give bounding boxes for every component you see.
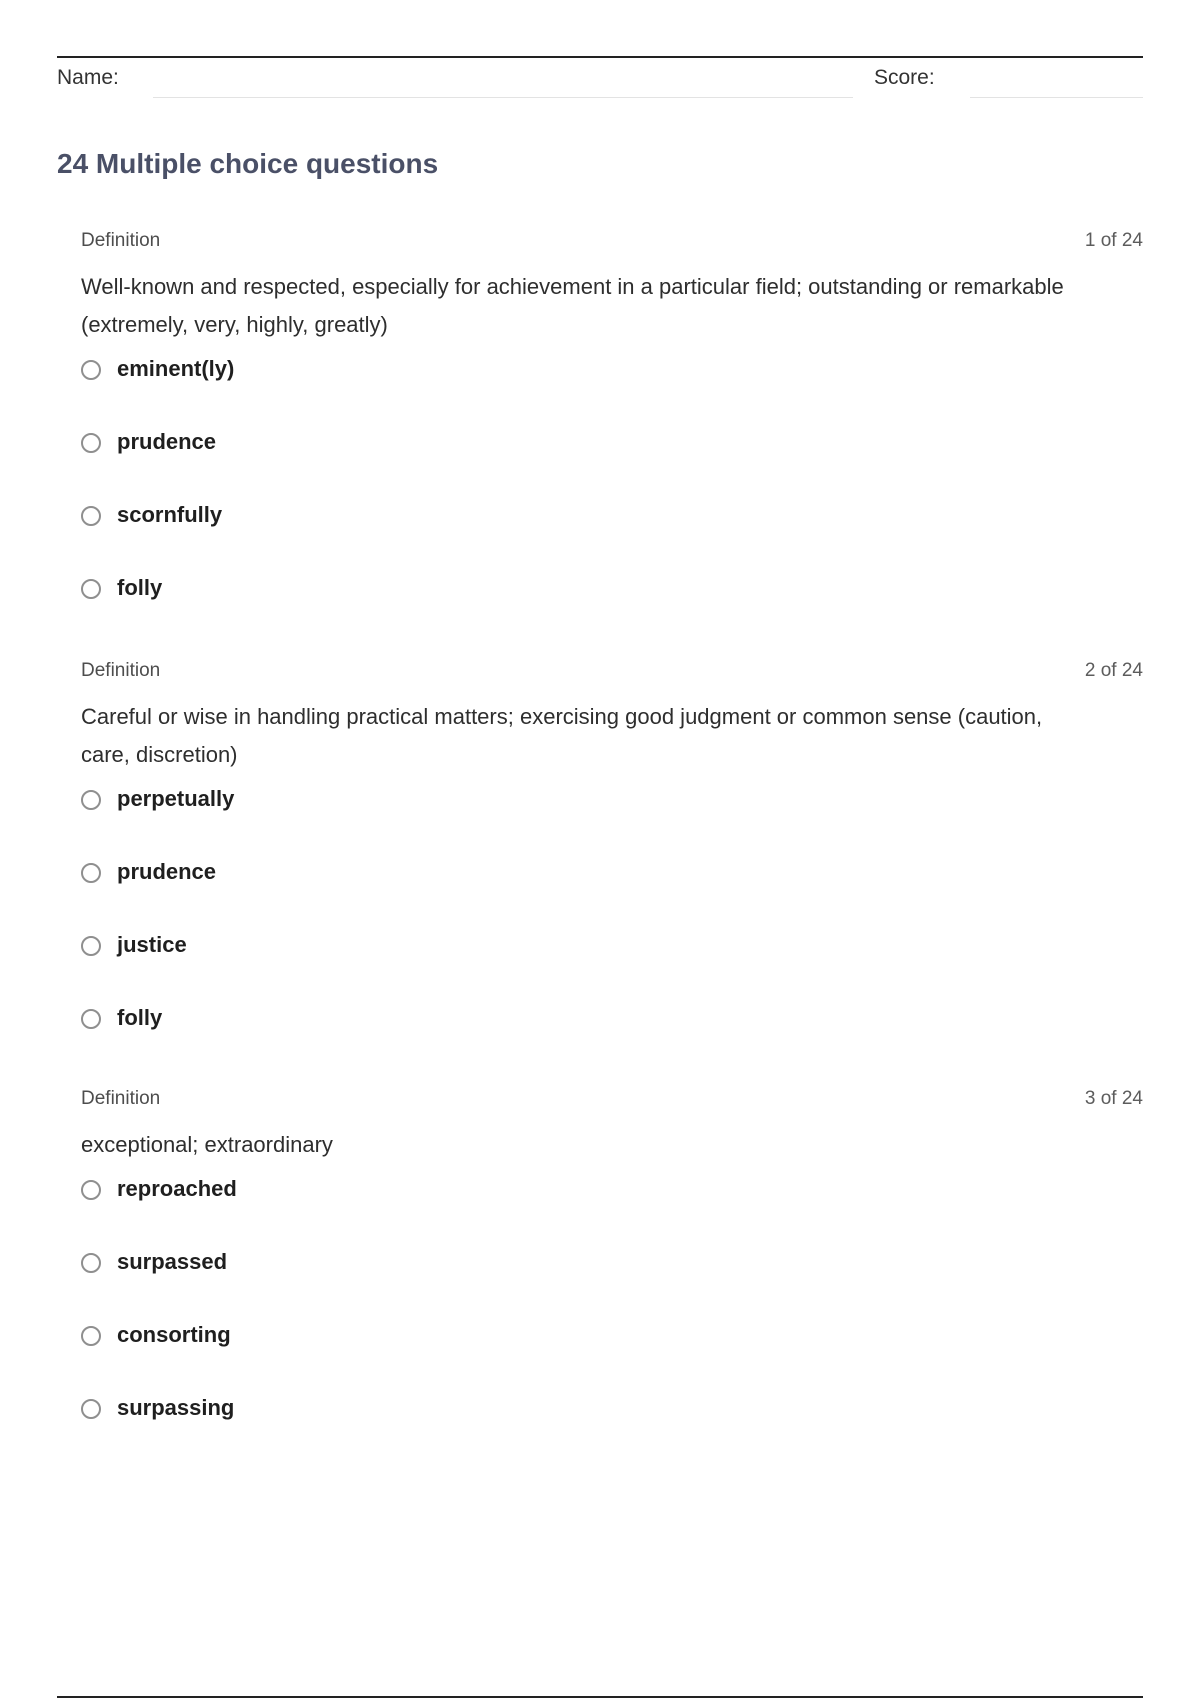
answer-option[interactable] [81,1395,1143,1472]
radio-button[interactable] [81,360,101,380]
question-card [81,230,1143,652]
answer-option[interactable] [81,1005,1143,1082]
answer-option[interactable] [81,575,1143,652]
header-row [57,58,1143,98]
radio-button[interactable] [81,579,101,599]
bottom-divider [57,1696,1143,1698]
answer-option[interactable] [81,932,1143,1009]
radio-button[interactable] [81,1399,101,1419]
option-label: consorting [117,1322,231,1347]
option-label: perpetually [117,786,235,811]
answer-option[interactable] [81,356,1143,433]
question-header [81,1088,1143,1114]
option-label: prudence [117,859,217,884]
question-text: Well-known and respected, especially for achievement in a particular field; outstanding or remarkable (extremely, very, highly, greatly) [81,274,1064,337]
answer-option[interactable] [81,1322,1143,1399]
question-type: Definition [81,660,161,681]
radio-button[interactable] [81,1253,101,1273]
answer-options [81,786,1143,1082]
radio-button[interactable] [81,1326,101,1346]
answer-option[interactable] [81,859,1143,936]
question-counter: 3 of 24 [1084,1088,1143,1109]
answer-option[interactable] [81,786,1143,863]
answer-option[interactable] [81,429,1143,506]
score-field[interactable] [970,97,1143,98]
name-label: Name: [57,66,119,89]
question-header [81,230,1143,256]
worksheet-header [57,56,1143,98]
answer-option[interactable] [81,502,1143,579]
radio-button[interactable] [81,506,101,526]
radio-button[interactable] [81,1009,101,1029]
question-type: Definition [81,230,161,251]
option-label: reproached [117,1176,237,1201]
answer-option[interactable] [81,1249,1143,1326]
question-card [81,660,1143,1082]
question-text: Careful or wise in handling practical matters; exercising good judgment or common sense (caution, care, discretion) [81,704,1043,767]
name-field[interactable] [153,97,853,98]
question-card [81,1088,1143,1472]
radio-button[interactable] [81,936,101,956]
question-type: Definition [81,1088,161,1109]
answer-options [81,1176,1143,1472]
question-counter: 1 of 24 [1084,230,1143,251]
option-label: scornfully [117,502,223,527]
radio-button[interactable] [81,790,101,810]
question-counter: 2 of 24 [1084,660,1143,681]
answer-option[interactable] [81,1176,1143,1253]
score-label: Score: [874,66,935,89]
option-label: folly [117,1005,163,1030]
radio-button[interactable] [81,1180,101,1200]
option-label: surpassing [117,1395,235,1420]
option-label: prudence [117,429,217,454]
option-label: surpassed [117,1249,228,1274]
option-label: eminent(ly) [117,356,235,381]
answer-options [81,356,1143,652]
question-text: exceptional; extraordinary [81,1132,333,1157]
radio-button[interactable] [81,433,101,453]
radio-button[interactable] [81,863,101,883]
section-title: 24 Multiple choice questions [57,148,439,179]
option-label: folly [117,575,163,600]
option-label: justice [117,932,187,957]
question-header [81,660,1143,686]
